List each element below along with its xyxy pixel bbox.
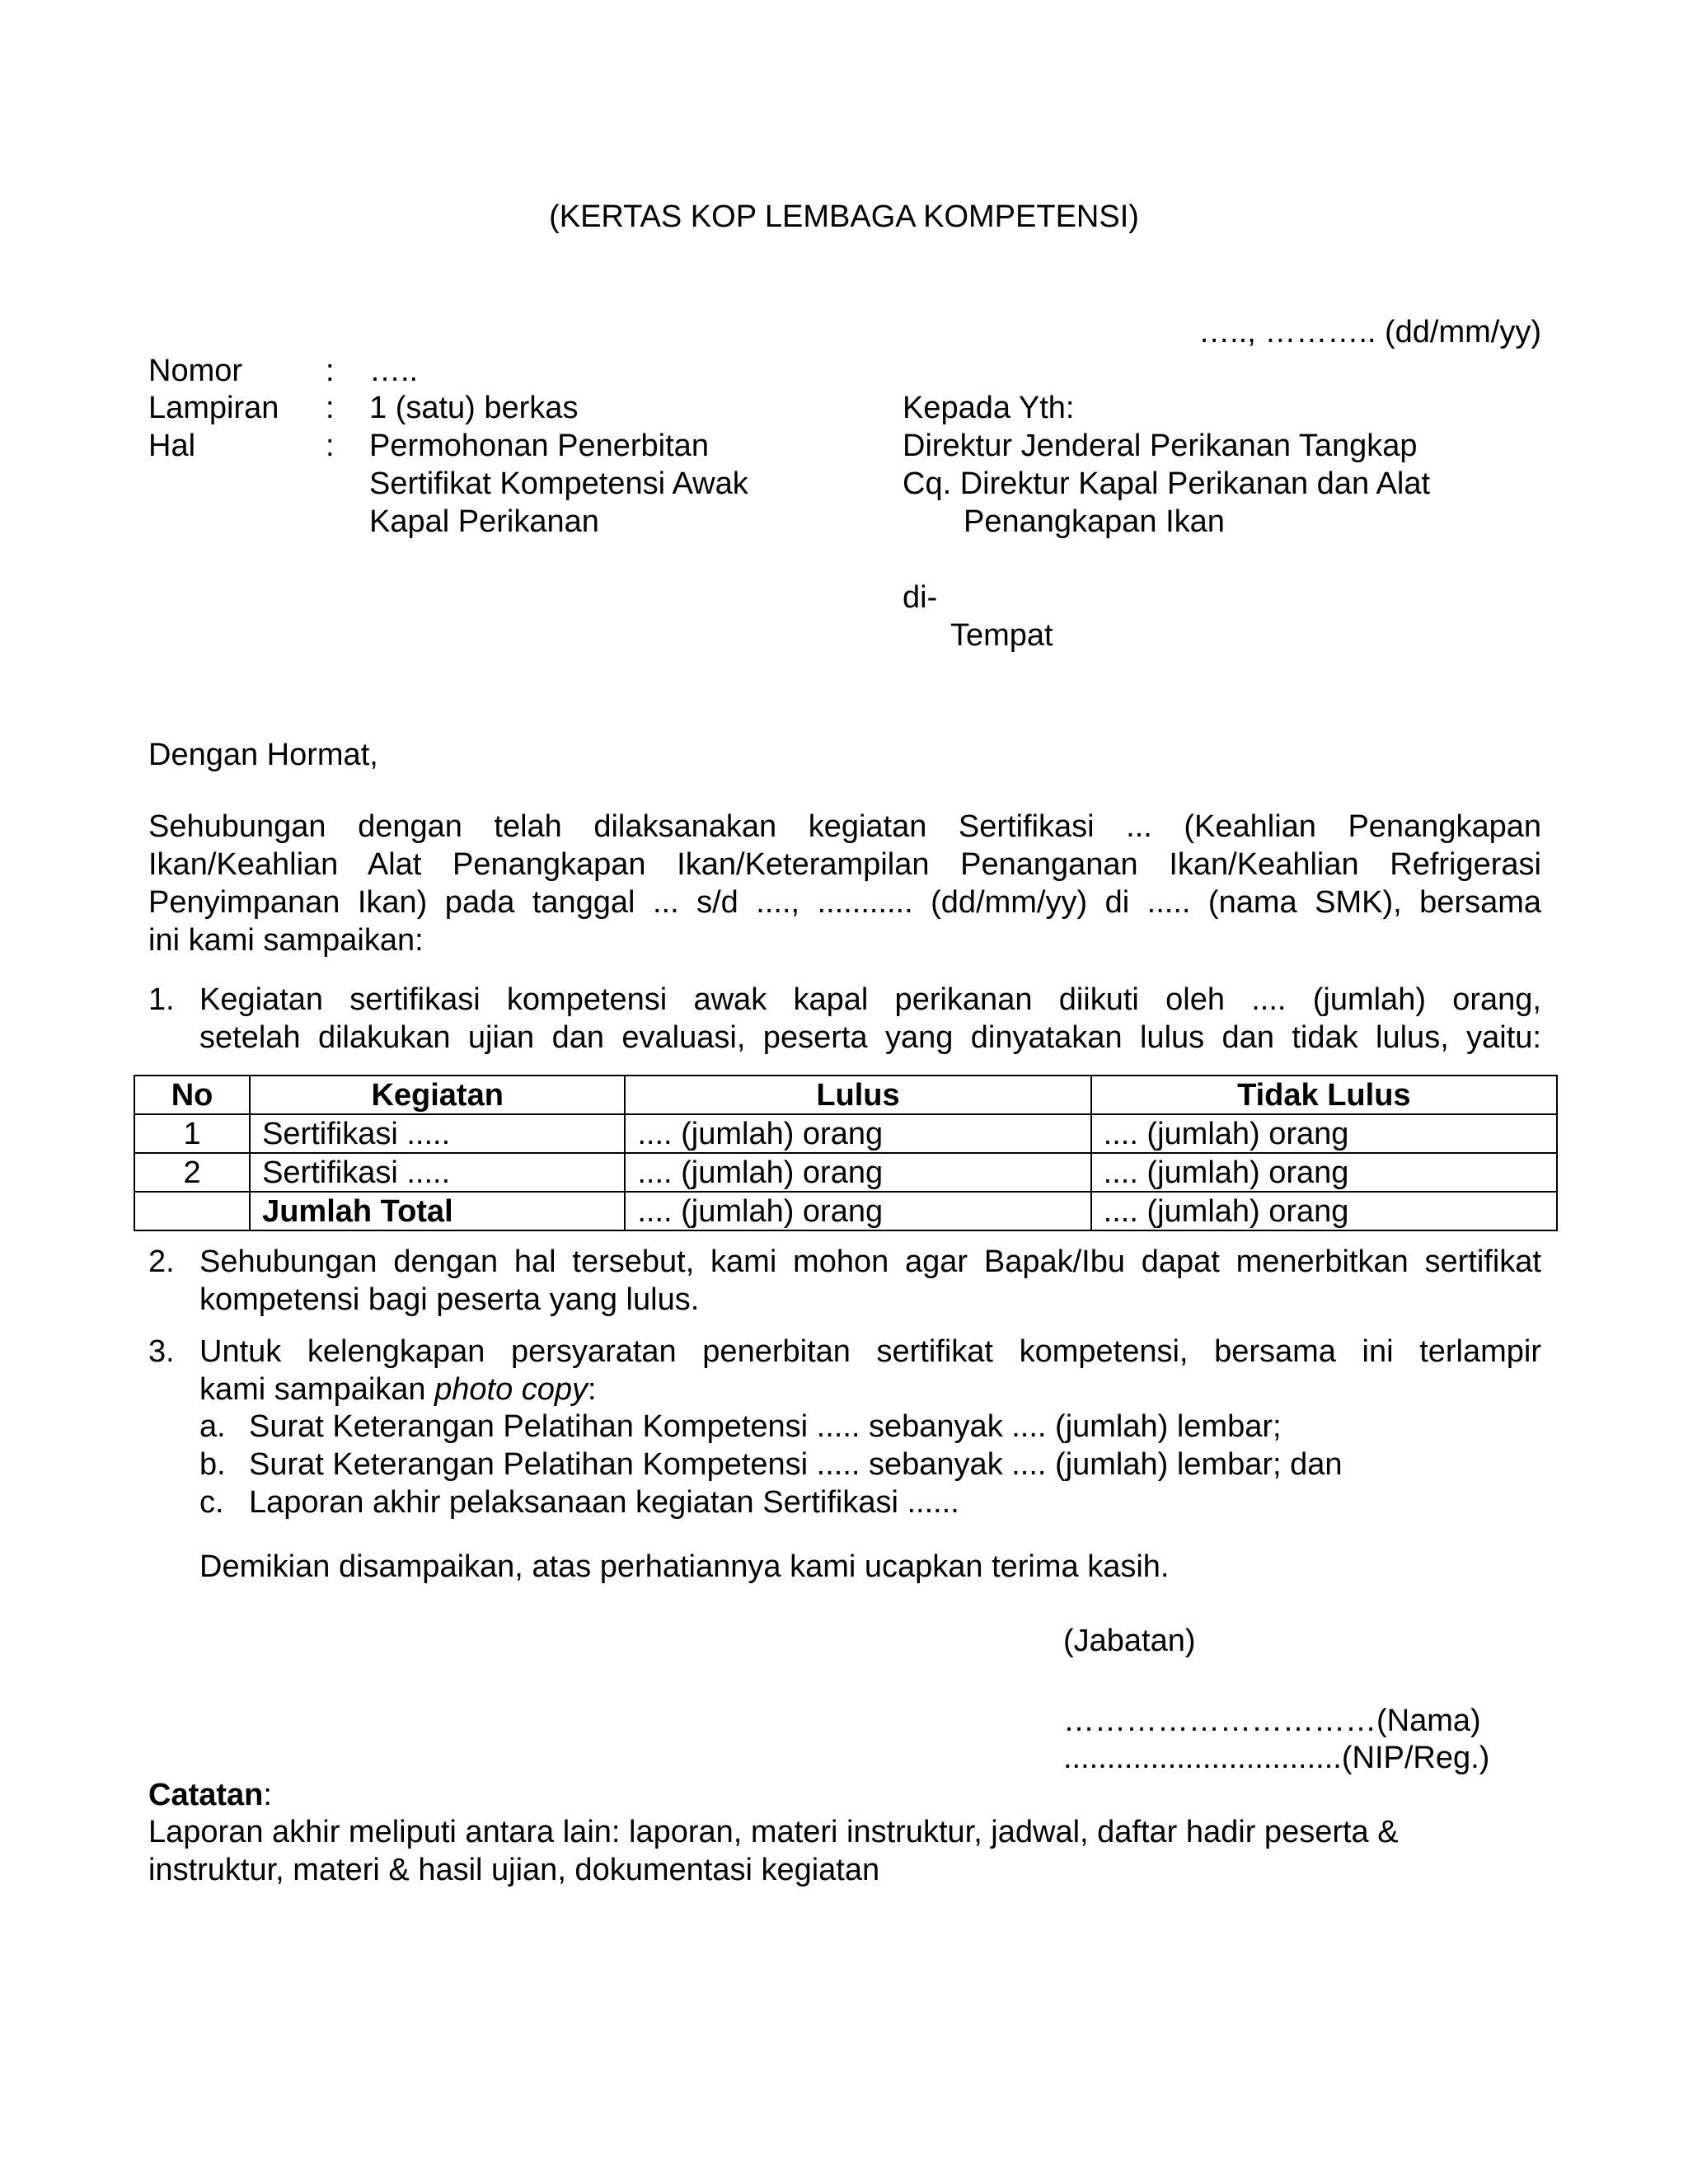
paragraph-line: Sehubungan dengan telah dilaksanakan kegiatan Sertifikasi ... (Keahlian Penangkapan — [148, 809, 1541, 844]
table-header-no: No — [134, 1076, 250, 1114]
meta-value: Permohonan Penerbitan Sertifikat Kompetensi Awak Kapal Perikanan — [369, 429, 748, 539]
opening-paragraph — [148, 808, 1541, 959]
results-table — [134, 1075, 1558, 1231]
table-total-row — [134, 1192, 1557, 1230]
table-cell-no — [134, 1192, 250, 1230]
table-total-label: Jumlah Total — [250, 1192, 625, 1230]
list-text-line: kompetensi bagi peserta yang lulus. — [199, 1282, 700, 1317]
closing-sentence: Demikian disampaikan, atas perhatiannya kami ucapkan terima kasih. — [199, 1549, 1170, 1584]
sub-item-text: Laporan akhir pelaksanaan kegiatan Sertifikasi ...... — [249, 1485, 959, 1520]
meta-value: 1 (satu) berkas — [369, 391, 579, 425]
signature-title: (Jabatan) — [1063, 1624, 1196, 1658]
list-number: 1. — [148, 982, 175, 1017]
paragraph-line: Penyimpanan Ikan) pada tanggal ... s/d ...., ........... (dd/mm/yy) di ..... (nama SMK), bersama — [148, 885, 1541, 920]
list-text-suffix: : — [588, 1372, 597, 1407]
note-heading — [148, 1776, 272, 1814]
meta-label: Nomor — [148, 354, 243, 388]
paragraph-line: ini kami sampaikan: — [148, 923, 424, 958]
meta-label: Lampiran — [148, 391, 279, 425]
sub-item-letter: a. — [199, 1409, 226, 1444]
signature-name: …………………………(Nama) — [1063, 1704, 1481, 1738]
recipient-salutation: Kepada Yth: — [903, 391, 1075, 425]
recipient-line: Penangkapan Ikan — [964, 504, 1225, 539]
list-text-line: Untuk kelengkapan persyaratan penerbitan sertifikat kompetensi, bersama ini terlampir — [199, 1334, 1541, 1369]
greeting: Dengan Hormat, — [148, 738, 378, 772]
recipient-place: Tempat — [950, 618, 1053, 653]
meta-colon: : — [326, 354, 335, 388]
list-text-italic: photo copy — [434, 1372, 588, 1407]
table-total-tidak-lulus: .... (jumlah) orang — [1091, 1192, 1557, 1230]
note-line: Laporan akhir meliputi antara lain: laporan, materi instruktur, jadwal, daftar hadir peserta & — [148, 1815, 1399, 1849]
signature-nip: ................................(NIP/Reg.) — [1063, 1741, 1490, 1775]
table-cell-no: 2 — [134, 1153, 250, 1192]
table-total-lulus: .... (jumlah) orang — [625, 1192, 1090, 1230]
list-number: 3. — [148, 1334, 175, 1369]
table-header-row — [134, 1076, 1557, 1114]
list-text-line: Sehubungan dengan hal tersebut, kami mohon agar Bapak/Ibu dapat menerbitkan sertifikat — [199, 1244, 1541, 1279]
table-cell-kegiatan: Sertifikasi ..... — [250, 1114, 625, 1153]
table-cell-no: 1 — [134, 1114, 250, 1153]
sub-item-text: Surat Keterangan Pelatihan Kompetensi ..... sebanyak .... (jumlah) lembar; dan — [249, 1447, 1343, 1482]
table-cell-tidak-lulus: .... (jumlah) orang — [1091, 1153, 1557, 1192]
recipient-di: di- — [903, 580, 938, 615]
paragraph-line: Ikan/Keahlian Alat Penangkapan Ikan/Keterampilan Penanganan Ikan/Keahlian Refrigerasi — [148, 847, 1541, 882]
table-header-tidak-lulus: Tidak Lulus — [1091, 1076, 1557, 1114]
list-text-line: Kegiatan sertifikasi kompetensi awak kapal perikanan diikuti oleh .... (jumlah) orang, — [199, 982, 1541, 1017]
list-text-prefix: kami sampaikan — [199, 1372, 435, 1407]
meta-value: ….. — [369, 354, 419, 388]
sub-item-text: Surat Keterangan Pelatihan Kompetensi ..... sebanyak .... (jumlah) lembar; — [249, 1409, 1282, 1444]
note-colon: : — [263, 1778, 272, 1812]
recipient-block — [903, 389, 1562, 654]
letterhead-placeholder: (KERTAS KOP LEMBAGA KOMPETENSI) — [549, 199, 1139, 234]
list-number: 2. — [148, 1244, 175, 1279]
table-row — [134, 1153, 1557, 1192]
table-cell-lulus: .... (jumlah) orang — [625, 1153, 1090, 1192]
list-text-line: setelah dilakukan ujian dan evaluasi, peserta yang dinyatakan lulus dan tidak lulus, yaitu: — [199, 1020, 1541, 1055]
table-row — [134, 1114, 1557, 1153]
list-text-line — [199, 1371, 1541, 1408]
sub-item-letter: c. — [199, 1485, 224, 1520]
note-line: instruktur, materi & hasil ujian, dokumentasi kegiatan — [148, 1853, 880, 1887]
recipient-line: Cq. Direktur Kapal Perikanan dan Alat — [903, 466, 1431, 501]
table-cell-lulus: .... (jumlah) orang — [625, 1114, 1090, 1153]
note-text — [148, 1813, 1550, 1889]
recipient-line: Direktur Jenderal Perikanan Tangkap — [903, 429, 1418, 463]
sub-item-letter: b. — [199, 1447, 226, 1482]
meta-colon: : — [326, 429, 335, 463]
meta-colon: : — [326, 391, 335, 425]
table-cell-kegiatan: Sertifikasi ..... — [250, 1153, 625, 1192]
date-line: ….., ……….. (dd/mm/yy) — [1198, 315, 1541, 349]
meta-label: Hal — [148, 429, 196, 463]
table-header-kegiatan: Kegiatan — [250, 1076, 625, 1114]
table-cell-tidak-lulus: .... (jumlah) orang — [1091, 1114, 1557, 1153]
table-header-lulus: Lulus — [625, 1076, 1090, 1114]
note-title: Catatan — [148, 1778, 264, 1812]
